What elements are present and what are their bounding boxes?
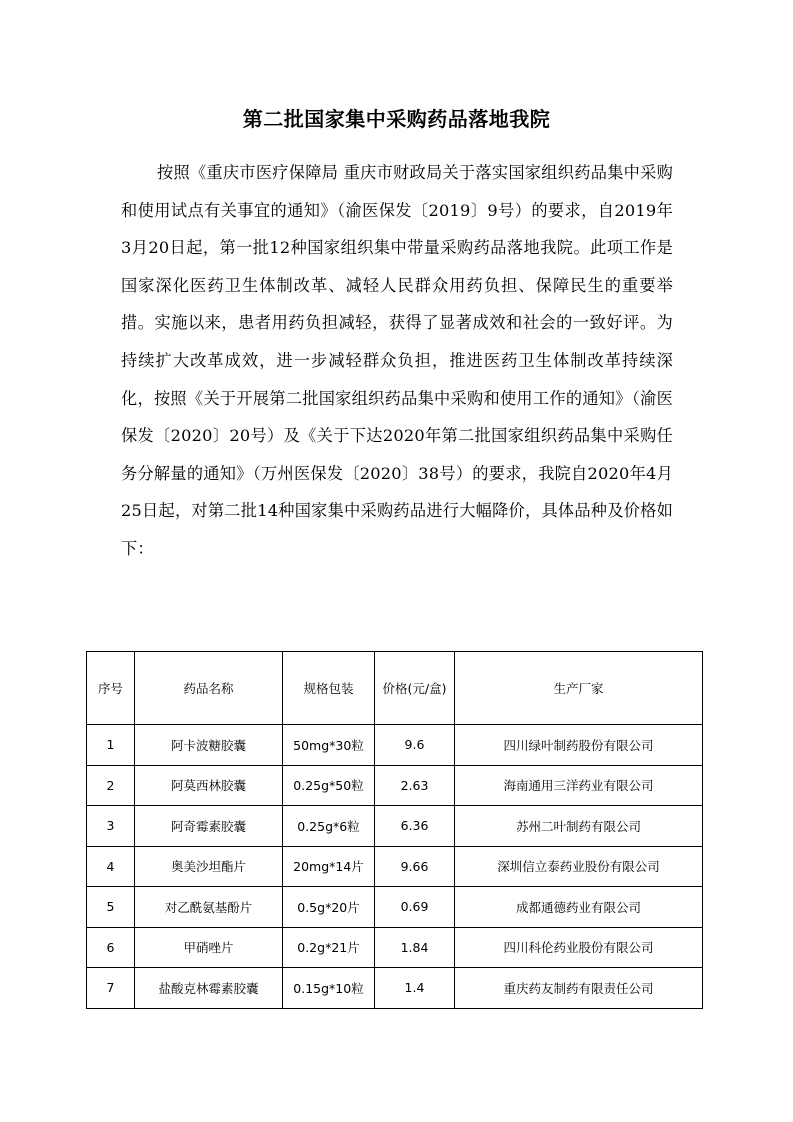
- cell-serial-number: 3: [87, 806, 135, 847]
- cell-drug-name: 甲硝唑片: [135, 927, 283, 968]
- cell-manufacturer: 苏州二叶制药有限公司: [455, 806, 703, 847]
- cell-price: 1.84: [375, 927, 455, 968]
- cell-specification: 0.2g*21片: [283, 927, 375, 968]
- cell-drug-name: 奥美沙坦酯片: [135, 846, 283, 887]
- header-price: 价格(元/盒): [375, 652, 455, 725]
- cell-drug-name: 阿莫西林胶囊: [135, 765, 283, 806]
- cell-specification: 0.25g*6粒: [283, 806, 375, 847]
- table-header-row: [87, 652, 703, 725]
- cell-specification: 0.5g*20片: [283, 887, 375, 928]
- table-row: [87, 846, 703, 887]
- cell-specification: 0.15g*10粒: [283, 968, 375, 1009]
- document-body-paragraph: 按照《重庆市医疗保障局 重庆市财政局关于落实国家组织药品集中采购和使用试点有关事宜的通知》（渝医保发〔2019〕9号）的要求，自2019年3月20日起，第一批12种国家组织集中带量采购药品落地我院。此项工作是国家深化医药卫生体制改革、减轻人民群众用药负担、保障民生的重要举措。实施以来，患者用药负担减轻，获得了显著成效和社会的一致好评。为持续扩大改革成效，进一步减轻群众负担，推进医药卫生体制改革持续深化，按照《关于开展第二批国家组织药品集中采购和使用工作的通知》（渝医保发〔2020〕20号）及《关于下达2020年第二批国家组织药品集中采购任务分解量的通知》（万州医保发〔2020〕38号）的要求，我院自2020年4月25日起，对第二批14种国家集中采购药品进行大幅降价，具体品种及价格如下：: [121, 163, 673, 558]
- cell-manufacturer: 四川绿叶制药股份有限公司: [455, 725, 703, 766]
- cell-manufacturer: 四川科伦药业股份有限公司: [455, 927, 703, 968]
- cell-manufacturer: 重庆药友制药有限责任公司: [455, 968, 703, 1009]
- cell-price: 2.63: [375, 765, 455, 806]
- header-manufacturer: 生产厂家: [455, 652, 703, 725]
- cell-serial-number: 7: [87, 968, 135, 1009]
- cell-price: 6.36: [375, 806, 455, 847]
- cell-serial-number: 4: [87, 846, 135, 887]
- table-row: [87, 725, 703, 766]
- cell-price: 0.69: [375, 887, 455, 928]
- cell-serial-number: 2: [87, 765, 135, 806]
- cell-price: 9.66: [375, 846, 455, 887]
- document-title: 第二批国家集中采购药品落地我院: [242, 107, 551, 131]
- cell-specification: 0.25g*50粒: [283, 765, 375, 806]
- table-row: [87, 765, 703, 806]
- header-serial-number: 序号: [87, 652, 135, 725]
- table-row: [87, 806, 703, 847]
- cell-serial-number: 6: [87, 927, 135, 968]
- table-row: [87, 887, 703, 928]
- table-row: [87, 968, 703, 1009]
- cell-drug-name: 盐酸克林霉素胶囊: [135, 968, 283, 1009]
- cell-serial-number: 5: [87, 887, 135, 928]
- cell-drug-name: 阿奇霉素胶囊: [135, 806, 283, 847]
- drug-price-table: [86, 651, 703, 1009]
- cell-serial-number: 1: [87, 725, 135, 766]
- cell-price: 9.6: [375, 725, 455, 766]
- cell-specification: 50mg*30粒: [283, 725, 375, 766]
- table-row: [87, 927, 703, 968]
- cell-price: 1.4: [375, 968, 455, 1009]
- cell-manufacturer: 成都通德药业有限公司: [455, 887, 703, 928]
- cell-drug-name: 对乙酰氨基酚片: [135, 887, 283, 928]
- header-specification: 规格包装: [283, 652, 375, 725]
- cell-manufacturer: 深圳信立泰药业股份有限公司: [455, 846, 703, 887]
- cell-manufacturer: 海南通用三洋药业有限公司: [455, 765, 703, 806]
- cell-drug-name: 阿卡波糖胶囊: [135, 725, 283, 766]
- cell-specification: 20mg*14片: [283, 846, 375, 887]
- header-drug-name: 药品名称: [135, 652, 283, 725]
